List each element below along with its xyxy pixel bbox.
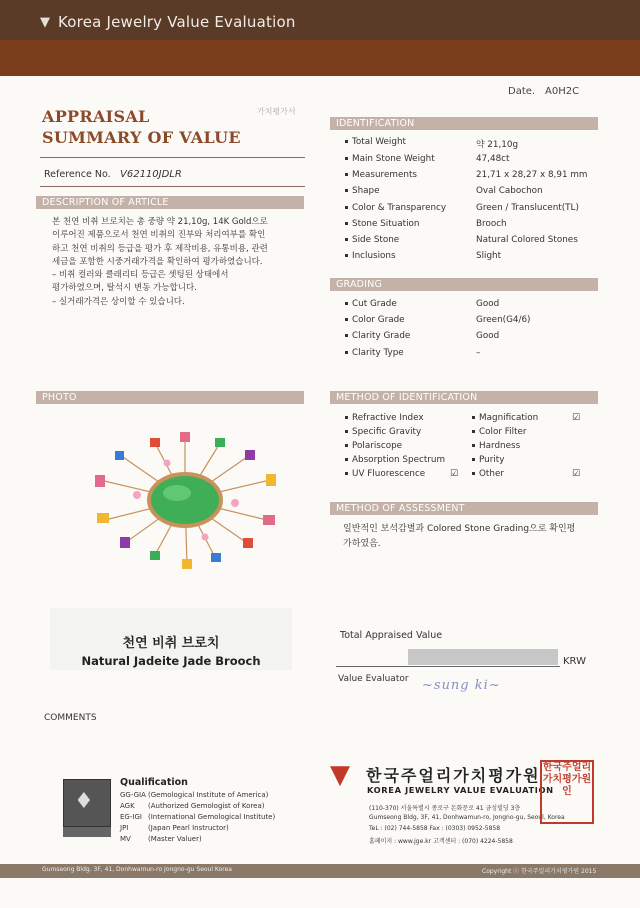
footer-copyright: Copyright ⓒ 한국주얼리가치평가원 2015 — [482, 868, 597, 875]
qual-desc: (Japan Pearl Instructor) — [148, 824, 229, 832]
value-line — [336, 666, 560, 667]
method-item: Polariscope — [345, 441, 402, 451]
section-heading: PHOTO — [42, 392, 77, 403]
v-diamond-logo-icon: ▼ — [40, 15, 50, 30]
assessment-text — [343, 522, 593, 552]
org-contact: TeL : (02) 744-5858 Fax : (0303) 0952-5858 — [369, 825, 501, 832]
org-address: (110-370) 서울특별시 종로구 돈화문로 41 금성빌딩 3층 — [369, 805, 521, 812]
assessment-line: 가하였음. — [343, 539, 381, 549]
id-label: Total Weight — [345, 137, 406, 147]
brown-band — [0, 40, 640, 76]
divider — [40, 186, 305, 187]
section-header-photo — [36, 391, 304, 404]
method-item: Magnification — [472, 413, 538, 423]
id-label: Color & Transparency — [345, 203, 446, 213]
method-item: Other — [472, 469, 504, 479]
method-item: Hardness — [472, 441, 520, 451]
currency-label: KRW — [563, 656, 586, 667]
checkbox-checked-icon: ☑ — [572, 413, 581, 423]
method-item: Refractive Index — [345, 413, 424, 423]
qual-desc: (International Gemological Institute) — [148, 813, 276, 821]
qual-desc: (Authorized Gemologist of Korea) — [148, 802, 265, 810]
section-heading: METHOD OF IDENTIFICATION — [336, 392, 478, 403]
description-line: 이루어진 제품으로서 천연 비취의 진부와 처리여부를 확인 — [52, 230, 266, 241]
description-line: – 실거래가격은 상이할 수 있습니다. — [52, 296, 185, 307]
org-logo-icon: ▼ — [330, 760, 350, 790]
qual-abbr: AGK — [120, 802, 135, 810]
section-heading: METHOD OF ASSESSMENT — [336, 503, 465, 514]
org-name-english: KOREA JEWELRY VALUE EVALUATION — [367, 785, 554, 795]
grade-value: Green(G4/6) — [476, 315, 531, 325]
org-address: Gumseong Bldg, 3F, 41, Donhwamun-ro, Jongno-gu, Seoul, Korea — [369, 814, 565, 821]
id-label: Inclusions — [345, 251, 396, 261]
qual-abbr: MV — [120, 835, 131, 843]
title-line-2: SUMMARY OF VALUE — [42, 128, 241, 147]
grade-label: Cut Grade — [345, 299, 397, 309]
divider — [40, 157, 305, 158]
id-label: Shape — [345, 186, 380, 196]
date-value: A0H2C — [545, 86, 580, 97]
section-header-method-identification — [330, 391, 598, 404]
grade-value: Good — [476, 331, 500, 341]
section-header-grading — [330, 278, 598, 291]
qual-abbr: JPI — [120, 824, 129, 832]
description-line: 세금을 포함한 시중거래가격을 확인하여 평가하였습니다. — [52, 256, 263, 267]
brooch-photo — [75, 425, 295, 575]
total-appraised-value-label: Total Appraised Value — [340, 630, 443, 641]
value-redacted — [408, 649, 558, 665]
grade-value: Good — [476, 299, 500, 309]
method-item: Specific Gravity — [345, 427, 421, 437]
reference-value: V62110JDLR — [120, 169, 182, 180]
method-item: Color Filter — [472, 427, 527, 437]
comments-label: COMMENTS — [44, 713, 97, 723]
brand-title: Korea Jewelry Value Evaluation — [58, 13, 296, 31]
official-seal-stamp: 한국주얼리 가치평가원 인 — [540, 760, 594, 824]
section-heading: IDENTIFICATION — [336, 118, 415, 129]
description-line: 평가하였으며, 탈석시 변동 가능합니다. — [52, 283, 197, 294]
id-value: 21,71 x 28,27 x 8,91 mm — [476, 170, 588, 180]
checkbox-checked-icon: ☑ — [450, 469, 459, 479]
grade-label: Color Grade — [345, 315, 405, 325]
section-heading: DESCRIPTION OF ARTICLE — [42, 197, 169, 208]
qual-abbr: EG-IGI — [120, 813, 142, 821]
assessment-line: 일반적인 보석감별과 Colored Stone Grading으로 확인평 — [343, 524, 576, 534]
section-header-identification — [330, 117, 598, 130]
id-label: Stone Situation — [345, 219, 420, 229]
org-name-korean: 한국주얼리가치평가원 — [366, 766, 541, 785]
id-value: Green / Translucent(TL) — [476, 203, 579, 213]
qualification-badge-icon: ♦ — [63, 779, 111, 827]
id-value: Brooch — [476, 219, 507, 229]
grade-label: Clarity Type — [345, 348, 404, 358]
badge-caption — [63, 827, 111, 837]
description-line: – 비취 컬러와 클래리티 등급은 셋팅된 상태에서 — [52, 270, 229, 281]
id-value: Slight — [476, 251, 502, 261]
method-item: UV Fluorescence — [345, 469, 425, 479]
description-line: 하고 천연 비취의 등급을 평가 후 제작비용, 유통비용, 관련 — [52, 243, 268, 254]
section-heading: GRADING — [336, 279, 383, 290]
title-line-1: APPRAISAL — [42, 107, 150, 126]
id-label: Main Stone Weight — [345, 154, 435, 164]
date-label: Date. — [508, 86, 536, 97]
method-item: Purity — [472, 455, 504, 465]
id-value: 47,48ct — [476, 154, 510, 164]
qual-abbr: GG-GIA — [120, 791, 146, 799]
product-name-box — [50, 608, 292, 670]
id-value: Oval Cabochon — [476, 186, 543, 196]
id-label: Measurements — [345, 170, 417, 180]
title-korean: 가치평가서 — [257, 107, 296, 116]
grade-value: – — [476, 348, 481, 358]
section-header-description — [36, 196, 304, 209]
qualification-title: Qualification — [120, 777, 188, 788]
checkbox-checked-icon: ☑ — [572, 469, 581, 479]
qual-desc: (Gemological Institute of America) — [148, 791, 269, 799]
description-text — [52, 216, 308, 309]
description-line: 본 천연 비취 브로치는 총 중량 약 21,10g, 14K Gold으로 — [52, 217, 268, 227]
grade-label: Clarity Grade — [345, 331, 410, 341]
id-label: Side Stone — [345, 235, 399, 245]
footer-address: Gumseong Bldg. 3F, 41, Donhwamun-ro Jongno-gu Seoul Korea — [42, 866, 232, 873]
id-value: Natural Colored Stones — [476, 235, 578, 245]
reference-label: Reference No. — [44, 169, 111, 180]
section-header-method-assessment — [330, 502, 598, 515]
value-evaluator-label: Value Evaluator — [338, 674, 409, 684]
method-item: Absorption Spectrum — [345, 455, 445, 465]
id-value: 약 21,10g — [476, 140, 519, 150]
evaluator-signature: ~sung ki~ — [422, 678, 501, 693]
qual-desc: (Master Valuer) — [148, 835, 202, 843]
product-name-english: Natural Jadeite Jade Brooch — [81, 654, 261, 668]
org-contact: 홈페이지 : www.jge.kr 고객센터 : (070) 4224-5858 — [369, 838, 513, 845]
product-name-korean: 천연 비취 브로치 — [122, 636, 220, 651]
